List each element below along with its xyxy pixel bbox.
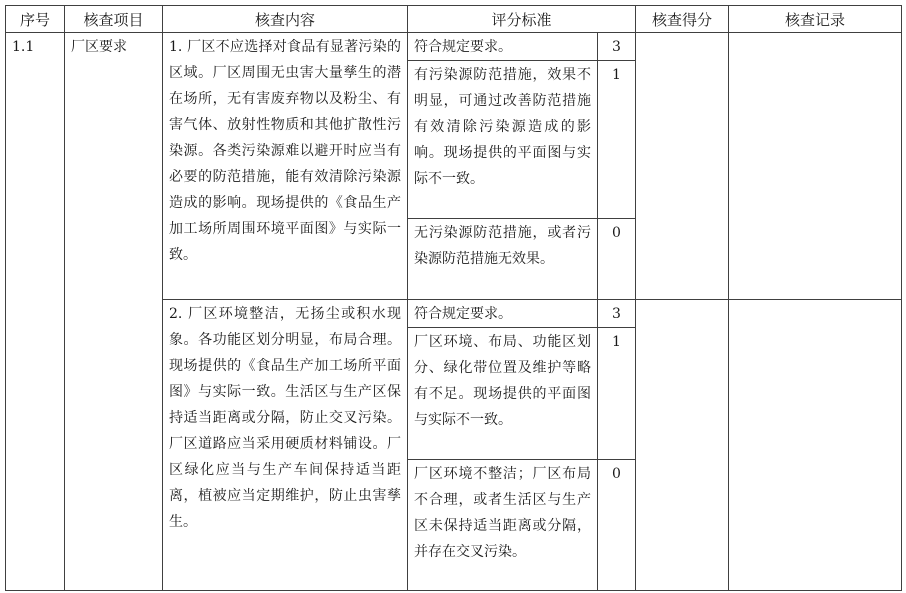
criteria-text: 符合规定要求。 (414, 39, 512, 55)
criteria-cell (408, 328, 598, 460)
header-row (6, 6, 902, 33)
check-score-value (636, 33, 728, 34)
criteria-score: 1 (612, 67, 621, 83)
criteria-score: 3 (612, 306, 621, 322)
content-text: 2. 厂区环境整洁，无扬尘或积水现象。各功能区划分明显，布局合理。现场提供的《食品生产加工场所平面图》与实际一致。生活区与生产区保持适当距离或分隔，防止交叉污染。厂区道路应当采用硬质材料铺设。厂区绿化应当与生产车间保持适当距离，植被应当定期维护，防止虫害孳生。 (169, 306, 401, 530)
criteria-score-cell (598, 61, 636, 219)
criteria-cell (408, 61, 598, 219)
criteria-cell (408, 300, 598, 328)
header-content: 核查内容 (163, 6, 408, 33)
criteria-cell (408, 460, 598, 591)
header-item: 核查项目 (65, 6, 163, 33)
criteria-text: 有污染源防范措施，效果不明显，可通过改善防范措施有效清除污染源造成的影响。现场提供的平面图与实际不一致。 (414, 67, 591, 187)
content-text: 1. 厂区不应选择对食品有显著污染的区域。厂区周围无虫害大量孳生的潜在场所，无有害废弃物以及粉尘、有害气体、放射性物质和其他扩散性污染源。各类污染源难以避开时应当有必要的防范措施，能有效清除污染源造成的影响。现场提供的《食品生产加工场所周围环境平面图》与实际一致。 (169, 39, 401, 263)
check-record-value (729, 300, 901, 301)
criteria-score-cell (598, 300, 636, 328)
criteria-score-cell (598, 33, 636, 61)
check-record-cell[interactable] (729, 33, 902, 300)
header-criteria: 评分标准 (408, 6, 636, 33)
seq-text: 1.1 (12, 39, 35, 55)
check-score-cell[interactable] (636, 33, 729, 300)
check-score-value (636, 300, 728, 301)
check-record-value (729, 33, 901, 34)
criteria-text: 厂区环境、布局、功能区划分、绿化带位置及维护等略有不足。现场提供的平面图与实际不一致。 (414, 334, 591, 428)
header-record: 核查记录 (729, 6, 902, 33)
content-cell (163, 300, 408, 591)
item-text: 厂区要求 (71, 39, 127, 55)
check-score-cell[interactable] (636, 300, 729, 591)
inspection-table (5, 5, 902, 591)
item-cell (65, 33, 163, 591)
criteria-score-cell (598, 460, 636, 591)
criteria-score: 1 (612, 334, 621, 350)
criteria-text: 无污染源防范措施，或者污染源防范措施无效果。 (414, 225, 591, 267)
seq-cell (6, 33, 65, 591)
content-cell (163, 33, 408, 300)
check-record-cell[interactable] (729, 300, 902, 591)
criteria-cell (408, 219, 598, 300)
criteria-score-cell (598, 328, 636, 460)
criteria-score: 0 (612, 466, 621, 482)
criteria-score-cell (598, 219, 636, 300)
criteria-score: 3 (612, 39, 621, 55)
criteria-cell (408, 33, 598, 61)
table-row (6, 33, 902, 61)
criteria-text: 符合规定要求。 (414, 306, 512, 322)
criteria-score: 0 (612, 225, 621, 241)
criteria-text: 厂区环境不整洁；厂区布局不合理，或者生活区与生产区未保持适当距离或分隔，并存在交叉污染。 (414, 466, 591, 560)
header-score: 核查得分 (636, 6, 729, 33)
header-seq: 序号 (6, 6, 65, 33)
